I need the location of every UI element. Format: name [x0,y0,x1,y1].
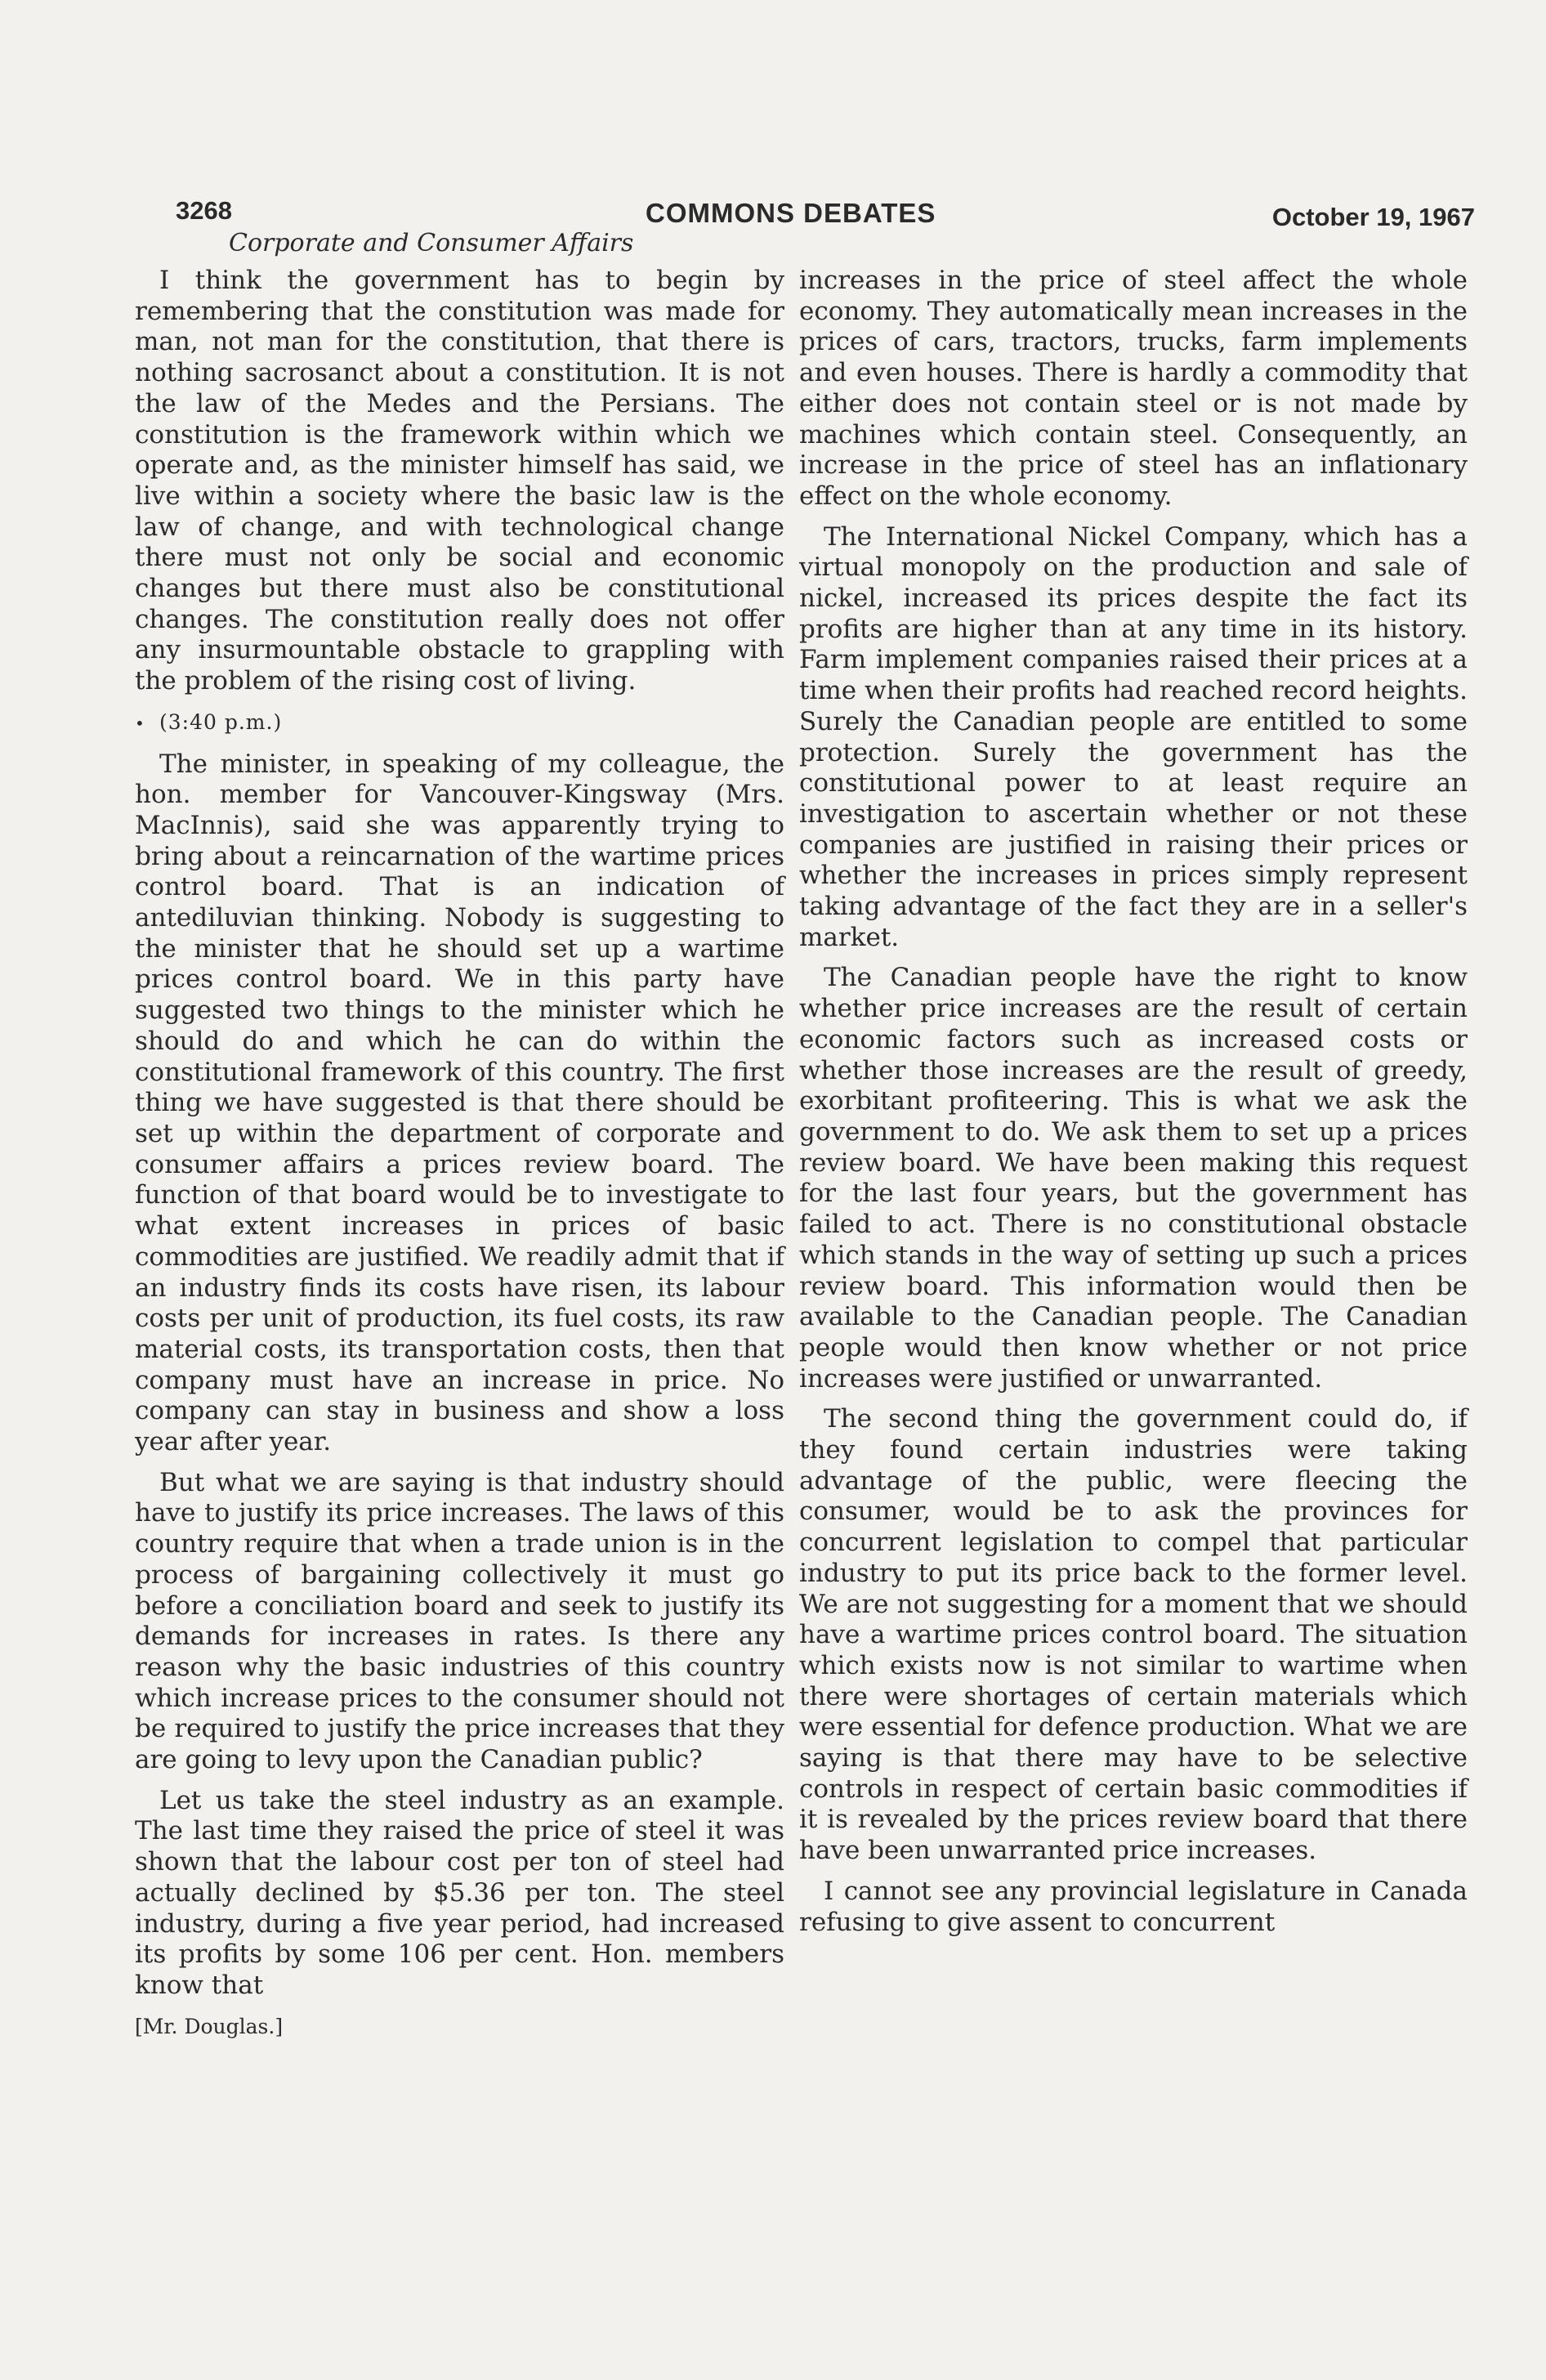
paragraph: The Canadian people have the right to know whether price increases are the result of certain economic factors such as increased costs or whether those increases are the result of greedy, exorbitant profiteering. This is what we ask the government to do. We ask them to set up a prices review board. We have been making this request for the last four years, but the government has failed to act. There is no constitutional obstacle which stands in the way of setting up such a prices review board. This information would then be available to the Canadian people. The Canadian people would then know whether or not price increases were justified or unwarranted. [799,963,1468,1394]
paragraph: increases in the price of steel affect the whole economy. They automatically mean increases in the prices of cars, tractors, trucks, farm implements and even houses. There is hardly a commodity that either does not contain steel or is not made by machines which contain steel. Consequently, an increase in the price of steel has an inflationary effect on the whole economy. [799,266,1468,511]
page-number: 3268 [176,196,232,225]
left-column [135,266,784,2042]
paragraph: I think the government has to begin by remembering that the constitution was made for man, not man for the constitution, that there is nothing sacrosanct about a constitution. It is not the law of the Medes and the Persians. The constitution is the framework within which we operate and, as the minister himself has said, we live within a society where the basic law is the law of change, and with technological change there must not only be social and economic changes but there must also be constitutional changes. The constitution really does not offer any insurmountable obstacle to grappling with the problem of the rising cost of living. [135,266,784,696]
paragraph: The minister, in speaking of my colleague, the hon. member for Vancouver-Kingsway (Mrs. MacInnis), said she was apparently trying to bring about a reincarnation of the wartime prices control board. That is an indication of antediluvian thinking. Nobody is suggesting to the minister that he should set up a wartime prices control board. We in this party have suggested two things to the minister which he should do and which he can do within the constitutional framework of this country. The first thing we have suggested is that there should be set up within the department of corporate and consumer affairs a prices review board. The function of that board would be to investigate to what extent increases in prices of basic commodities are justified. We readily admit that if an industry finds its costs have risen, its labour costs per unit of production, its fuel costs, its raw material costs, its transportation costs, then that company must have an increase in price. No company can stay in business and show a loss year after year. [135,749,784,1457]
paragraph: But what we are saying is that industry should have to justify its price increases. The laws of this country require that when a trade union is in the process of bargaining collectively it must go before a conciliation board and seek to justify its demands for increases in rates. Is there any reason why the basic industries of this country which increase prices to the consumer should not be required to justify the price increases that they are going to levy upon the Canadian public? [135,1467,784,1775]
page-header [176,196,1475,232]
issue-date: October 19, 1967 [1271,203,1475,231]
paragraph: The International Nickel Company, which has a virtual monopoly on the production and sale of nickel, increased its prices despite the fact its profits are higher than at any time in its history. Farm implement companies raised their prices at a time when their profits had reached record heights. Surely the Canadian people are entitled to some protection. Surely the government has the constitutional power to at least require an investigation to ascertain whether or not these companies are justified in raising their prices or whether the increases in prices simply represent taking advantage of the fact they are in a seller's market. [799,521,1468,952]
paragraph: The second thing the government could do, if they found certain industries were taking advantage of the public, were fleecing the consumer, would be to ask the provinces for concurrent legislation to compel that particular industry to put its price back to the former level. We are not suggesting for a moment that we should have a wartime prices control board. The situation which exists now is not similar to wartime when there were shortages of certain materials which were essential for defence production. What we are saying is that there may have to be selective controls in respect of certain basic commodities if it is revealed by the prices review board that there have been unwarranted price increases. [799,1404,1468,1866]
speaker-attribution: [Mr. Douglas.] [135,2014,284,2038]
section-title: Corporate and Consumer Affairs [229,229,634,257]
bullet-icon: • [135,713,145,733]
journal-title: COMMONS DEBATES [646,198,936,228]
time-marker [135,707,784,740]
right-column [799,266,1468,1948]
paragraph: I cannot see any provincial legislature in Canada refusing to give assent to concurrent [799,1876,1468,1937]
time-stamp: (3:40 p.m.) [159,709,283,734]
paragraph: Let us take the steel industry as an example. The last time they raised the price of steel it was shown that the labour cost per ton of steel had actually declined by $5.36 per ton. The steel industry, during a five year period, had increased its profits by some 106 per cent. Hon. members know that [135,1785,784,2000]
